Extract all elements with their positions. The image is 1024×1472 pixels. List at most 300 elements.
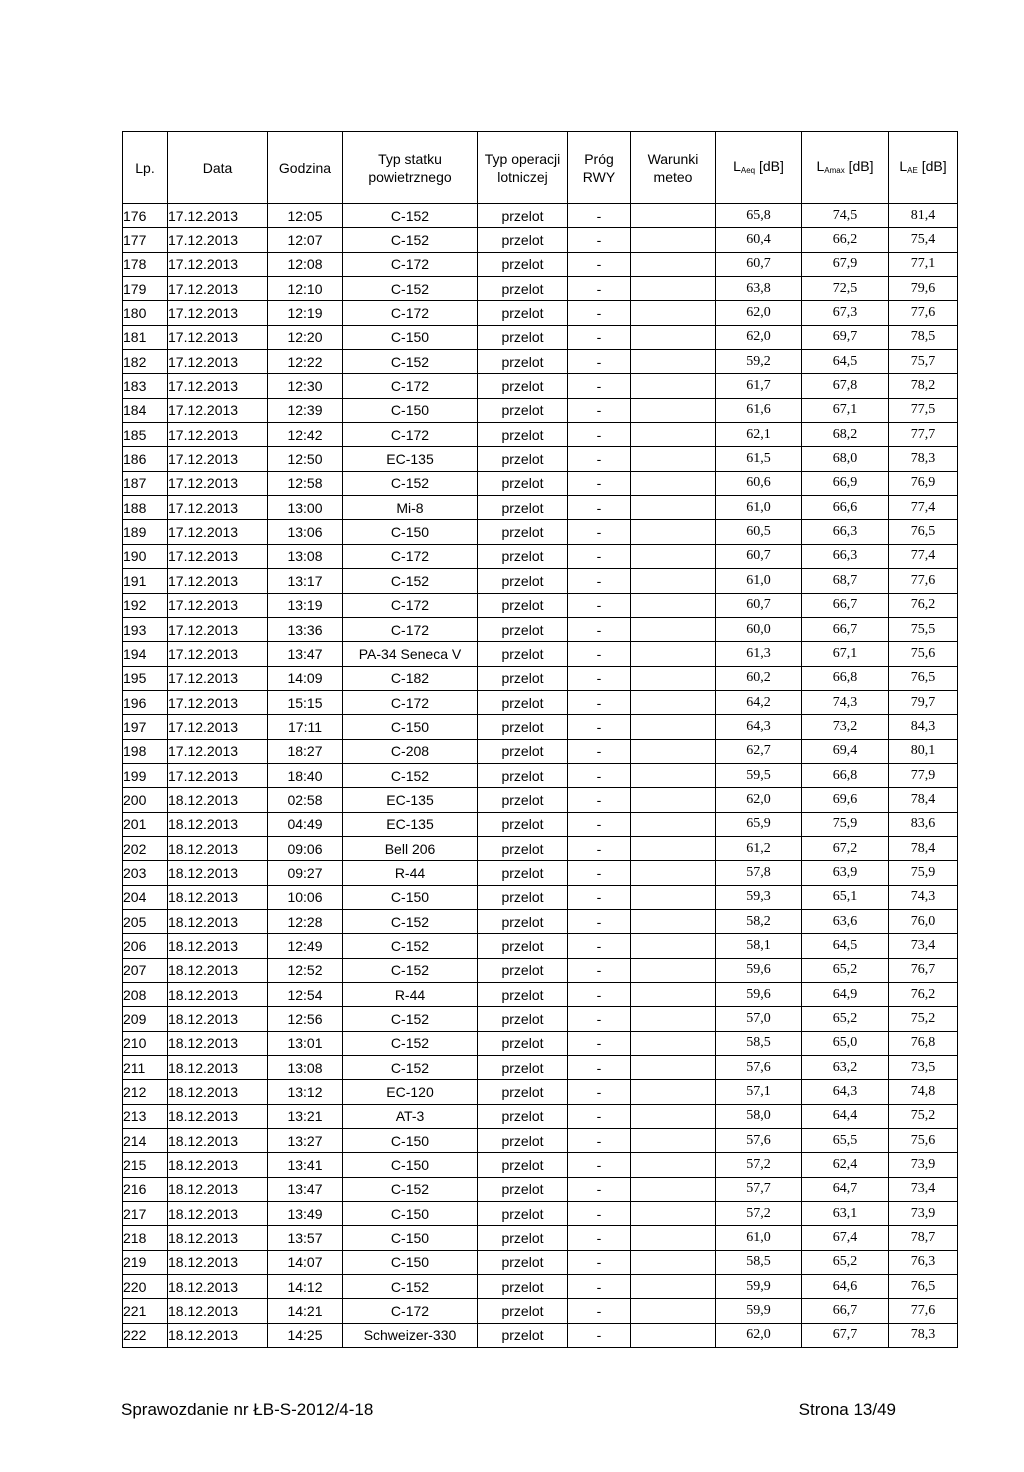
cell-lp: 191 bbox=[123, 569, 168, 593]
cell-prog-rwy: - bbox=[568, 861, 631, 885]
table-row bbox=[123, 934, 958, 958]
cell-laeq: 60,0 bbox=[716, 617, 802, 641]
cell-laeq: 57,6 bbox=[716, 1129, 802, 1153]
cell-prog-rwy: - bbox=[568, 496, 631, 520]
cell-lp: 210 bbox=[123, 1031, 168, 1055]
cell-laeq: 57,1 bbox=[716, 1080, 802, 1104]
cell-laeq: 62,0 bbox=[716, 788, 802, 812]
cell-lp: 213 bbox=[123, 1104, 168, 1128]
cell-prog-rwy: - bbox=[568, 690, 631, 714]
cell-typ-statku: R-44 bbox=[343, 983, 478, 1007]
cell-lae: 74,3 bbox=[889, 885, 958, 909]
cell-lamax: 67,7 bbox=[802, 1323, 889, 1347]
cell-data: 18.12.2013 bbox=[168, 836, 268, 860]
cell-prog-rwy: - bbox=[568, 1056, 631, 1080]
cell-warunki-meteo bbox=[631, 569, 716, 593]
cell-laeq: 59,3 bbox=[716, 885, 802, 909]
cell-lp: 184 bbox=[123, 398, 168, 422]
cell-warunki-meteo bbox=[631, 690, 716, 714]
cell-prog-rwy: - bbox=[568, 398, 631, 422]
page-number: Strona 13/49 bbox=[798, 1400, 896, 1419]
cell-laeq: 57,6 bbox=[716, 1056, 802, 1080]
cell-godzina: 13:17 bbox=[268, 569, 343, 593]
cell-lae: 76,5 bbox=[889, 666, 958, 690]
cell-lamax: 74,3 bbox=[802, 690, 889, 714]
table-row bbox=[123, 1129, 958, 1153]
report-number: Sprawozdanie nr ŁB-S-2012/4-18 bbox=[121, 1400, 374, 1419]
cell-data: 17.12.2013 bbox=[168, 763, 268, 787]
cell-lae: 77,7 bbox=[889, 423, 958, 447]
cell-warunki-meteo bbox=[631, 544, 716, 568]
cell-data: 18.12.2013 bbox=[168, 1177, 268, 1201]
cell-lp: 182 bbox=[123, 350, 168, 374]
cell-data: 18.12.2013 bbox=[168, 983, 268, 1007]
cell-data: 17.12.2013 bbox=[168, 301, 268, 325]
cell-lamax: 67,8 bbox=[802, 374, 889, 398]
header-lae bbox=[889, 132, 958, 204]
cell-prog-rwy: - bbox=[568, 836, 631, 860]
cell-lamax: 66,3 bbox=[802, 520, 889, 544]
cell-laeq: 62,0 bbox=[716, 1323, 802, 1347]
cell-typ-operacji: przelot bbox=[478, 252, 568, 276]
cell-lp: 201 bbox=[123, 812, 168, 836]
cell-godzina: 12:42 bbox=[268, 423, 343, 447]
cell-typ-operacji: przelot bbox=[478, 1299, 568, 1323]
cell-warunki-meteo bbox=[631, 204, 716, 228]
cell-lp: 202 bbox=[123, 836, 168, 860]
cell-typ-statku: C-152 bbox=[343, 228, 478, 252]
cell-godzina: 04:49 bbox=[268, 812, 343, 836]
cell-lae: 73,9 bbox=[889, 1202, 958, 1226]
cell-data: 17.12.2013 bbox=[168, 666, 268, 690]
cell-warunki-meteo bbox=[631, 715, 716, 739]
cell-godzina: 13:41 bbox=[268, 1153, 343, 1177]
cell-lp: 214 bbox=[123, 1129, 168, 1153]
cell-typ-operacji: przelot bbox=[478, 763, 568, 787]
cell-godzina: 13:08 bbox=[268, 1056, 343, 1080]
cell-data: 17.12.2013 bbox=[168, 471, 268, 495]
cell-laeq: 65,9 bbox=[716, 812, 802, 836]
cell-godzina: 13:12 bbox=[268, 1080, 343, 1104]
cell-prog-rwy: - bbox=[568, 1031, 631, 1055]
cell-lae: 79,7 bbox=[889, 690, 958, 714]
cell-laeq: 61,7 bbox=[716, 374, 802, 398]
header-laeq-base: L bbox=[733, 158, 741, 174]
table-row bbox=[123, 398, 958, 422]
table-row bbox=[123, 642, 958, 666]
cell-godzina: 17:11 bbox=[268, 715, 343, 739]
cell-data: 17.12.2013 bbox=[168, 739, 268, 763]
cell-lamax: 67,4 bbox=[802, 1226, 889, 1250]
cell-data: 18.12.2013 bbox=[168, 1007, 268, 1031]
cell-typ-operacji: przelot bbox=[478, 228, 568, 252]
cell-godzina: 18:40 bbox=[268, 763, 343, 787]
cell-typ-statku: C-152 bbox=[343, 1177, 478, 1201]
cell-godzina: 13:19 bbox=[268, 593, 343, 617]
cell-typ-operacji: przelot bbox=[478, 1056, 568, 1080]
cell-warunki-meteo bbox=[631, 1275, 716, 1299]
cell-laeq: 60,5 bbox=[716, 520, 802, 544]
cell-typ-operacji: przelot bbox=[478, 861, 568, 885]
header-lamax-base: L bbox=[816, 158, 825, 174]
cell-data: 18.12.2013 bbox=[168, 885, 268, 909]
cell-data: 18.12.2013 bbox=[168, 788, 268, 812]
cell-laeq: 59,9 bbox=[716, 1275, 802, 1299]
cell-lae: 77,4 bbox=[889, 544, 958, 568]
table-row bbox=[123, 885, 958, 909]
cell-typ-operacji: przelot bbox=[478, 1129, 568, 1153]
cell-typ-operacji: przelot bbox=[478, 447, 568, 471]
cell-data: 17.12.2013 bbox=[168, 277, 268, 301]
cell-typ-statku: C-150 bbox=[343, 398, 478, 422]
cell-data: 17.12.2013 bbox=[168, 617, 268, 641]
cell-lamax: 66,7 bbox=[802, 617, 889, 641]
table-row bbox=[123, 569, 958, 593]
cell-lamax: 63,2 bbox=[802, 1056, 889, 1080]
table-row bbox=[123, 1153, 958, 1177]
cell-prog-rwy: - bbox=[568, 1323, 631, 1347]
table-row bbox=[123, 277, 958, 301]
header-lae-sub: AE bbox=[907, 166, 918, 175]
cell-godzina: 12:49 bbox=[268, 934, 343, 958]
cell-typ-statku: C-152 bbox=[343, 909, 478, 933]
cell-prog-rwy: - bbox=[568, 763, 631, 787]
cell-lamax: 75,9 bbox=[802, 812, 889, 836]
cell-typ-statku: C-152 bbox=[343, 1007, 478, 1031]
cell-lamax: 64,7 bbox=[802, 1177, 889, 1201]
cell-laeq: 60,7 bbox=[716, 593, 802, 617]
cell-typ-statku: C-152 bbox=[343, 277, 478, 301]
cell-data: 18.12.2013 bbox=[168, 1129, 268, 1153]
table-row bbox=[123, 350, 958, 374]
cell-godzina: 14:12 bbox=[268, 1275, 343, 1299]
cell-typ-operacji: przelot bbox=[478, 1250, 568, 1274]
cell-godzina: 12:56 bbox=[268, 1007, 343, 1031]
cell-lae: 78,4 bbox=[889, 836, 958, 860]
table-row bbox=[123, 1007, 958, 1031]
cell-lp: 195 bbox=[123, 666, 168, 690]
cell-laeq: 62,0 bbox=[716, 325, 802, 349]
cell-warunki-meteo bbox=[631, 861, 716, 885]
cell-typ-operacji: przelot bbox=[478, 374, 568, 398]
cell-lamax: 67,1 bbox=[802, 398, 889, 422]
cell-lp: 220 bbox=[123, 1275, 168, 1299]
cell-lamax: 73,2 bbox=[802, 715, 889, 739]
cell-lp: 218 bbox=[123, 1226, 168, 1250]
cell-typ-operacji: przelot bbox=[478, 642, 568, 666]
cell-typ-operacji: przelot bbox=[478, 325, 568, 349]
cell-laeq: 59,9 bbox=[716, 1299, 802, 1323]
cell-prog-rwy: - bbox=[568, 739, 631, 763]
cell-lp: 216 bbox=[123, 1177, 168, 1201]
cell-lae: 76,9 bbox=[889, 471, 958, 495]
cell-typ-statku: C-150 bbox=[343, 1250, 478, 1274]
cell-data: 17.12.2013 bbox=[168, 325, 268, 349]
table-row bbox=[123, 666, 958, 690]
cell-typ-statku: EC-135 bbox=[343, 447, 478, 471]
cell-typ-operacji: przelot bbox=[478, 1226, 568, 1250]
cell-typ-statku: C-152 bbox=[343, 958, 478, 982]
cell-typ-statku: C-150 bbox=[343, 325, 478, 349]
cell-typ-statku: C-172 bbox=[343, 593, 478, 617]
table-row bbox=[123, 836, 958, 860]
cell-lamax: 66,3 bbox=[802, 544, 889, 568]
cell-data: 18.12.2013 bbox=[168, 1226, 268, 1250]
cell-data: 17.12.2013 bbox=[168, 642, 268, 666]
cell-warunki-meteo bbox=[631, 1250, 716, 1274]
cell-lamax: 74,5 bbox=[802, 204, 889, 228]
cell-lp: 185 bbox=[123, 423, 168, 447]
cell-lamax: 66,6 bbox=[802, 496, 889, 520]
header-laeq-unit: [dB] bbox=[755, 158, 784, 174]
cell-typ-statku: C-150 bbox=[343, 1226, 478, 1250]
cell-lamax: 66,8 bbox=[802, 763, 889, 787]
cell-lp: 199 bbox=[123, 763, 168, 787]
cell-laeq: 59,2 bbox=[716, 350, 802, 374]
cell-lamax: 65,0 bbox=[802, 1031, 889, 1055]
cell-warunki-meteo bbox=[631, 1202, 716, 1226]
cell-prog-rwy: - bbox=[568, 447, 631, 471]
cell-lae: 80,1 bbox=[889, 739, 958, 763]
cell-godzina: 14:09 bbox=[268, 666, 343, 690]
cell-typ-statku: PA-34 Seneca V bbox=[343, 642, 478, 666]
cell-lae: 74,8 bbox=[889, 1080, 958, 1104]
cell-prog-rwy: - bbox=[568, 617, 631, 641]
cell-godzina: 14:21 bbox=[268, 1299, 343, 1323]
cell-warunki-meteo bbox=[631, 325, 716, 349]
cell-lae: 76,3 bbox=[889, 1250, 958, 1274]
cell-lp: 198 bbox=[123, 739, 168, 763]
cell-godzina: 12:28 bbox=[268, 909, 343, 933]
cell-warunki-meteo bbox=[631, 398, 716, 422]
cell-typ-statku: C-172 bbox=[343, 617, 478, 641]
cell-prog-rwy: - bbox=[568, 1007, 631, 1031]
cell-godzina: 12:52 bbox=[268, 958, 343, 982]
cell-lae: 75,2 bbox=[889, 1007, 958, 1031]
cell-laeq: 60,6 bbox=[716, 471, 802, 495]
cell-prog-rwy: - bbox=[568, 350, 631, 374]
cell-godzina: 10:06 bbox=[268, 885, 343, 909]
table-row bbox=[123, 252, 958, 276]
cell-prog-rwy: - bbox=[568, 569, 631, 593]
cell-lp: 177 bbox=[123, 228, 168, 252]
cell-typ-statku: C-152 bbox=[343, 569, 478, 593]
cell-lamax: 64,5 bbox=[802, 934, 889, 958]
cell-godzina: 12:30 bbox=[268, 374, 343, 398]
cell-data: 17.12.2013 bbox=[168, 520, 268, 544]
table-row bbox=[123, 715, 958, 739]
cell-typ-statku: Mi-8 bbox=[343, 496, 478, 520]
cell-lp: 186 bbox=[123, 447, 168, 471]
cell-warunki-meteo bbox=[631, 374, 716, 398]
cell-typ-statku: C-150 bbox=[343, 1153, 478, 1177]
cell-laeq: 64,3 bbox=[716, 715, 802, 739]
cell-godzina: 12:19 bbox=[268, 301, 343, 325]
cell-typ-statku: C-182 bbox=[343, 666, 478, 690]
header-warunki-meteo: Warunki meteo bbox=[631, 132, 716, 204]
cell-prog-rwy: - bbox=[568, 1299, 631, 1323]
cell-warunki-meteo bbox=[631, 1153, 716, 1177]
cell-typ-statku: C-150 bbox=[343, 715, 478, 739]
cell-laeq: 60,4 bbox=[716, 228, 802, 252]
cell-lamax: 64,6 bbox=[802, 1275, 889, 1299]
cell-laeq: 61,3 bbox=[716, 642, 802, 666]
table-row bbox=[123, 983, 958, 1007]
cell-lamax: 64,4 bbox=[802, 1104, 889, 1128]
header-laeq bbox=[716, 132, 802, 204]
cell-lae: 76,8 bbox=[889, 1031, 958, 1055]
cell-data: 18.12.2013 bbox=[168, 1275, 268, 1299]
table-row bbox=[123, 1323, 958, 1347]
cell-typ-operacji: przelot bbox=[478, 739, 568, 763]
header-lp: Lp. bbox=[123, 132, 168, 204]
cell-laeq: 61,0 bbox=[716, 496, 802, 520]
table-row bbox=[123, 739, 958, 763]
cell-prog-rwy: - bbox=[568, 983, 631, 1007]
cell-lamax: 67,2 bbox=[802, 836, 889, 860]
cell-lamax: 63,1 bbox=[802, 1202, 889, 1226]
table-row bbox=[123, 496, 958, 520]
cell-typ-operacji: przelot bbox=[478, 666, 568, 690]
table-row bbox=[123, 909, 958, 933]
header-prog-rwy: Próg RWY bbox=[568, 132, 631, 204]
header-data: Data bbox=[168, 132, 268, 204]
cell-lae: 75,4 bbox=[889, 228, 958, 252]
cell-lp: 194 bbox=[123, 642, 168, 666]
cell-lae: 78,5 bbox=[889, 325, 958, 349]
cell-lp: 180 bbox=[123, 301, 168, 325]
cell-data: 18.12.2013 bbox=[168, 958, 268, 982]
table-row bbox=[123, 690, 958, 714]
cell-godzina: 09:27 bbox=[268, 861, 343, 885]
cell-typ-statku: R-44 bbox=[343, 861, 478, 885]
cell-laeq: 61,6 bbox=[716, 398, 802, 422]
table-row bbox=[123, 447, 958, 471]
cell-prog-rwy: - bbox=[568, 812, 631, 836]
cell-lamax: 68,0 bbox=[802, 447, 889, 471]
table-row bbox=[123, 1177, 958, 1201]
cell-data: 17.12.2013 bbox=[168, 350, 268, 374]
table-row bbox=[123, 520, 958, 544]
cell-typ-statku: AT-3 bbox=[343, 1104, 478, 1128]
cell-godzina: 13:00 bbox=[268, 496, 343, 520]
cell-lamax: 63,6 bbox=[802, 909, 889, 933]
cell-warunki-meteo bbox=[631, 666, 716, 690]
cell-lp: 187 bbox=[123, 471, 168, 495]
cell-godzina: 13:57 bbox=[268, 1226, 343, 1250]
cell-laeq: 60,7 bbox=[716, 252, 802, 276]
cell-warunki-meteo bbox=[631, 642, 716, 666]
cell-warunki-meteo bbox=[631, 1177, 716, 1201]
cell-data: 18.12.2013 bbox=[168, 1202, 268, 1226]
cell-lp: 192 bbox=[123, 593, 168, 617]
cell-godzina: 12:10 bbox=[268, 277, 343, 301]
cell-lae: 83,6 bbox=[889, 812, 958, 836]
cell-data: 18.12.2013 bbox=[168, 1080, 268, 1104]
cell-lamax: 64,9 bbox=[802, 983, 889, 1007]
cell-warunki-meteo bbox=[631, 1056, 716, 1080]
cell-prog-rwy: - bbox=[568, 642, 631, 666]
cell-lae: 73,4 bbox=[889, 934, 958, 958]
cell-prog-rwy: - bbox=[568, 301, 631, 325]
cell-godzina: 12:54 bbox=[268, 983, 343, 1007]
cell-lae: 78,7 bbox=[889, 1226, 958, 1250]
cell-godzina: 13:47 bbox=[268, 642, 343, 666]
cell-prog-rwy: - bbox=[568, 666, 631, 690]
cell-warunki-meteo bbox=[631, 423, 716, 447]
cell-data: 18.12.2013 bbox=[168, 1250, 268, 1274]
table-row bbox=[123, 1299, 958, 1323]
header-lamax-sub: Amax bbox=[824, 166, 845, 175]
table-row bbox=[123, 1031, 958, 1055]
cell-warunki-meteo bbox=[631, 228, 716, 252]
cell-lp: 217 bbox=[123, 1202, 168, 1226]
cell-laeq: 57,2 bbox=[716, 1202, 802, 1226]
cell-godzina: 14:25 bbox=[268, 1323, 343, 1347]
cell-laeq: 59,5 bbox=[716, 763, 802, 787]
cell-typ-operacji: przelot bbox=[478, 1007, 568, 1031]
cell-warunki-meteo bbox=[631, 812, 716, 836]
header-godzina: Godzina bbox=[268, 132, 343, 204]
cell-typ-operacji: przelot bbox=[478, 909, 568, 933]
cell-typ-operacji: przelot bbox=[478, 471, 568, 495]
cell-warunki-meteo bbox=[631, 1080, 716, 1104]
cell-laeq: 61,0 bbox=[716, 1226, 802, 1250]
cell-lamax: 65,2 bbox=[802, 1007, 889, 1031]
cell-typ-statku: C-152 bbox=[343, 1275, 478, 1299]
cell-typ-operacji: przelot bbox=[478, 204, 568, 228]
cell-data: 17.12.2013 bbox=[168, 593, 268, 617]
cell-godzina: 13:08 bbox=[268, 544, 343, 568]
cell-data: 18.12.2013 bbox=[168, 861, 268, 885]
cell-godzina: 12:22 bbox=[268, 350, 343, 374]
cell-laeq: 57,8 bbox=[716, 861, 802, 885]
cell-typ-operacji: przelot bbox=[478, 301, 568, 325]
cell-typ-statku: C-152 bbox=[343, 763, 478, 787]
cell-data: 17.12.2013 bbox=[168, 690, 268, 714]
cell-godzina: 12:50 bbox=[268, 447, 343, 471]
cell-laeq: 58,5 bbox=[716, 1031, 802, 1055]
cell-lae: 75,7 bbox=[889, 350, 958, 374]
cell-lae: 78,3 bbox=[889, 447, 958, 471]
cell-lp: 197 bbox=[123, 715, 168, 739]
cell-warunki-meteo bbox=[631, 520, 716, 544]
cell-lp: 178 bbox=[123, 252, 168, 276]
cell-warunki-meteo bbox=[631, 471, 716, 495]
cell-typ-statku: C-150 bbox=[343, 1129, 478, 1153]
cell-typ-statku: C-152 bbox=[343, 471, 478, 495]
cell-data: 17.12.2013 bbox=[168, 374, 268, 398]
cell-typ-statku: EC-135 bbox=[343, 788, 478, 812]
cell-typ-operacji: przelot bbox=[478, 1153, 568, 1177]
cell-prog-rwy: - bbox=[568, 325, 631, 349]
cell-lamax: 65,2 bbox=[802, 1250, 889, 1274]
cell-laeq: 63,8 bbox=[716, 277, 802, 301]
cell-godzina: 02:58 bbox=[268, 788, 343, 812]
cell-warunki-meteo bbox=[631, 1323, 716, 1347]
cell-lae: 78,3 bbox=[889, 1323, 958, 1347]
cell-godzina: 12:20 bbox=[268, 325, 343, 349]
cell-laeq: 57,0 bbox=[716, 1007, 802, 1031]
cell-data: 18.12.2013 bbox=[168, 1104, 268, 1128]
cell-typ-statku: C-172 bbox=[343, 423, 478, 447]
cell-godzina: 15:15 bbox=[268, 690, 343, 714]
cell-data: 17.12.2013 bbox=[168, 398, 268, 422]
cell-typ-operacji: przelot bbox=[478, 617, 568, 641]
cell-lae: 76,2 bbox=[889, 593, 958, 617]
cell-laeq: 57,7 bbox=[716, 1177, 802, 1201]
cell-lae: 77,5 bbox=[889, 398, 958, 422]
